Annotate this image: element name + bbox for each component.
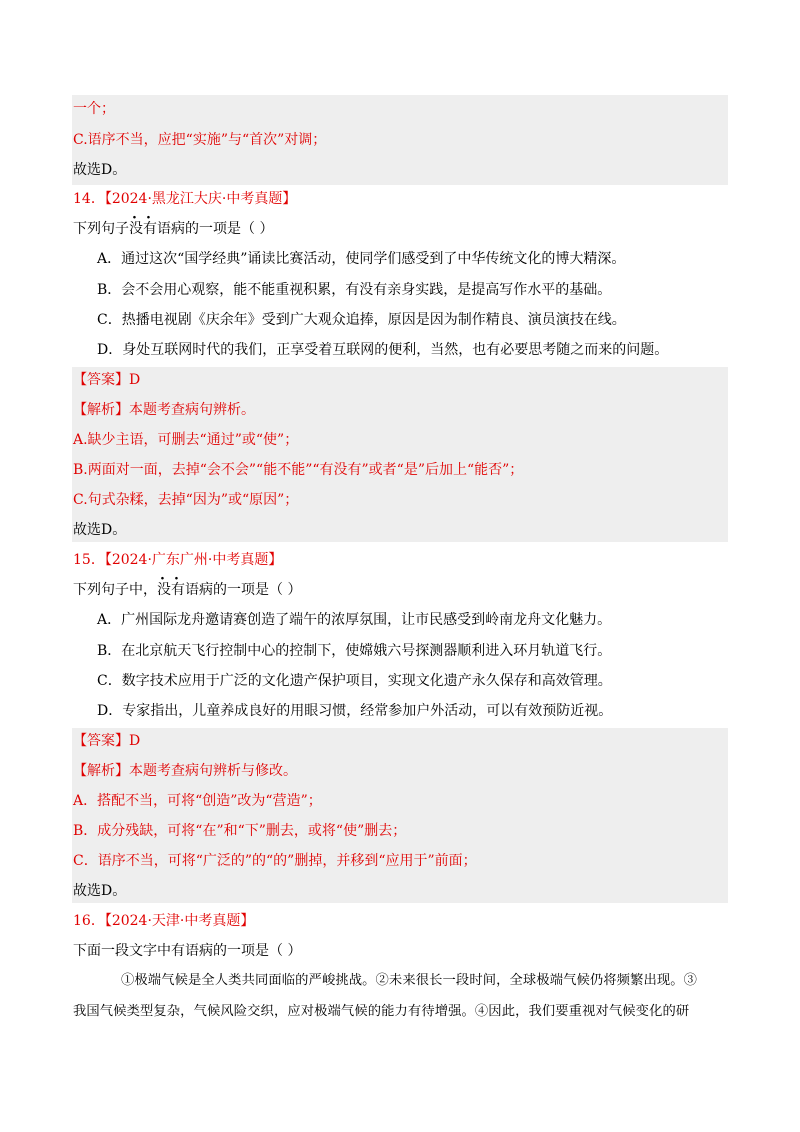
question-stem-15: 下列句子中，没有语病的一项是（ ） (73, 582, 302, 598)
option-c-14: C．热播电视剧《庆余年》受到广大观众追捧，原因是因为制作精良、演员演技在线。 (97, 312, 626, 328)
conclusion-line: 故选D。 (73, 883, 127, 899)
answer-band-15 (72, 728, 728, 903)
question-stem-14: 下列句子没有语病的一项是（ ） (73, 221, 274, 237)
answer-14: 【答案】D (73, 372, 141, 388)
option-c-15: C．数字技术应用于广泛的文化遗产保护项目，实现文化遗产永久保存和高效管理。 (97, 673, 612, 689)
analysis-line: C.句式杂糅，去掉“因为”或“原因”； (73, 492, 299, 508)
question-header-15: 15．【2024·广东广州·中考真题】 (73, 552, 283, 568)
conclusion-line: 故选D。 (73, 162, 127, 178)
option-a-14: A．通过这次“国学经典”诵读比赛活动，使同学们感受到了中华传统文化的博大精深。 (97, 251, 626, 267)
question-stem-16: 下面一段文字中有语病的一项是（ ） (73, 943, 302, 959)
emphasis-dot: 有 (143, 221, 157, 237)
analysis-line: 【解析】本题考查病句辨析与修改。 (73, 763, 297, 779)
analysis-line: B.两面对一面，去掉“会不会”“能不能”“有没有”或者“是”后加上“能否”； (73, 462, 524, 478)
conclusion-line: 故选D。 (73, 522, 127, 538)
answer-15: 【答案】D (73, 733, 141, 749)
passage-line: 我国气候类型复杂，气候风险交织，应对极端气候的能力有待增强。④因此，我们要重视对气候变化的研 (73, 1004, 690, 1019)
passage-line: ①极端气候是全人类共同面临的严峻挑战。②未来很长一段时间，全球极端气候仍将频繁出现。③ (121, 973, 698, 988)
analysis-line: A.缺少主语，可删去“通过”或“使”； (73, 432, 299, 448)
emphasis-dot: 没 (157, 582, 171, 598)
option-b-14: B．会不会用心观察，能不能重视积累，有没有亲身实践，是提高写作水平的基础。 (97, 282, 612, 298)
question-header-14: 14．【2024·黑龙江大庆·中考真题】 (73, 191, 297, 207)
emphasis-dot: 有 (171, 582, 185, 598)
option-b-15: B．在北京航天飞行控制中心的控制下，使嫦娥六号探测器顺利进入环月轨道飞行。 (97, 643, 612, 659)
answer-band-14 (72, 367, 728, 542)
analysis-line: C．语序不当，可将“广泛的”的“的”删掉，并移到“应用于”前面； (73, 853, 477, 869)
question-header-16: 16．【2024·天津·中考真题】 (73, 913, 255, 929)
analysis-line: 【解析】本题考查病句辨析。 (73, 402, 255, 418)
option-d-14: D．身处互联网时代的我们，正享受着互联网的便利，当然，也有必要思考随之而来的问题。 (97, 342, 669, 358)
analysis-line: C.语序不当，应把“实施”与“首次”对调； (73, 132, 327, 148)
option-d-15: D．专家指出，儿童养成良好的用眼习惯，经常参加户外活动，可以有效预防近视。 (97, 703, 613, 719)
analysis-line: A．搭配不当，可将“创造”改为“营造”； (73, 793, 322, 809)
analysis-line: 一个； (73, 101, 115, 117)
emphasis-dot: 没 (129, 221, 143, 237)
option-a-15: A．广州国际龙舟邀请赛创造了端午的浓厚氛围，让市民感受到岭南龙舟文化魅力。 (97, 612, 612, 628)
analysis-line: B．成分残缺，可将“在”和“下”删去，或将“使”删去； (73, 823, 407, 839)
